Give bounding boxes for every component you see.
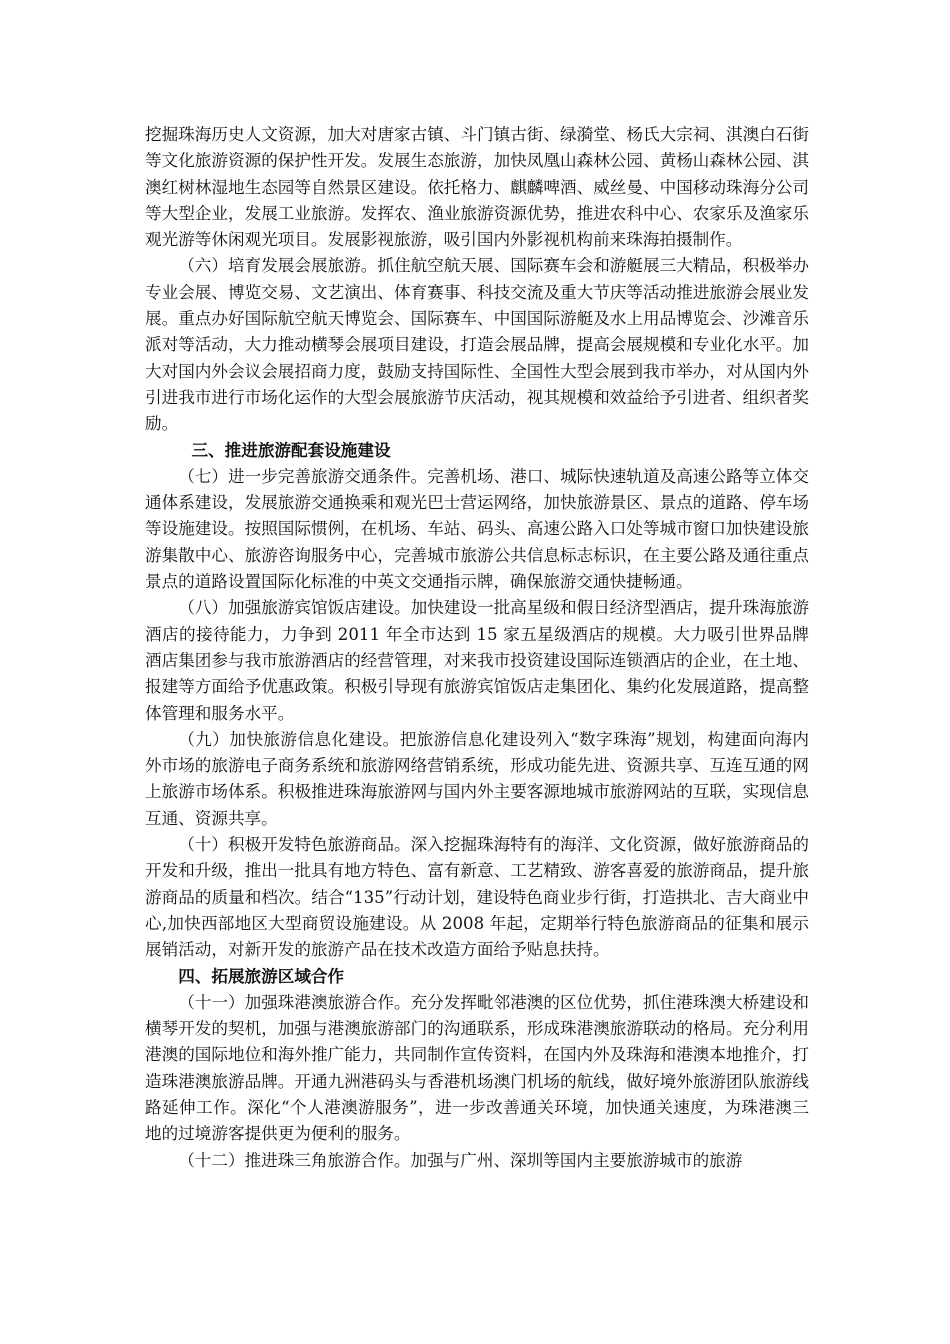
paragraph-exhibition-tourism: （六）培育发展会展旅游。抓住航空航天展、国际赛车会和游艇展三大精品，积极举办专业会展、博览交易、文艺演出、体育赛事、科技交流及重大节庆等活动推进旅游会展业发展。重点办好国际航空航天博览会、国际赛车、中国国际游艇及水上用品博览会、沙滩音乐派对等活动，大力推动横琴会展项目建设，打造会展品牌，提高会展规模和专业化水平。加大对国内外会议会展招商力度，鼓励支持国际性、全国性大型会展到我市举办，对从国内外引进我市进行市场化运作的大型会展旅游节庆活动，视其规模和效益给予引进者、组织者奖励。 xyxy=(145,256,809,434)
paragraph-heritage-tourism: 挖掘珠海历史人文资源，加大对唐家古镇、斗门镇古街、绿漪堂、杨氏大宗祠、淇澳白石街等文化旅游资源的保护性开发。发展生态旅游，加快凤凰山森林公园、黄杨山森林公园、淇澳红树林湿地生态园等自然景区建设。依托格力、麒麟啤酒、威丝曼、中国移动珠海分公司等大型企业，发展工业旅游。发挥农、渔业旅游资源优势，推进农科中心、农家乐及渔家乐观光游等休闲观光项目。发展影视旅游，吸引国内外影视机构前来珠海拍摄制作。 xyxy=(145,125,809,250)
paragraph-hotels: （八）加强旅游宾馆饭店建设。加快建设一批高星级和假日经济型酒店，提升珠海旅游酒店的接待能力，力争到 2011 年全市达到 15 家五星级酒店的规模。大力吸引世界品牌酒店集团参与我市旅游酒店的经营管理，对来我市投资建设国际连锁酒店的企业，在土地、报建等方面给予优惠政策。积极引导现有旅游宾馆饭店走集团化、集约化发展道路，提高整体管理和服务水平。 xyxy=(145,598,809,723)
paragraph-transport: （七）进一步完善旅游交通条件。完善机场、港口、城际快速轨道及高速公路等立体交通体系建设，发展旅游交通换乘和观光巴士营运网络，加快旅游景区、景点的道路、停车场等设施建设。按照国际惯例，在机场、车站、码头、高速公路入口处等城市窗口加快建设旅游集散中心、旅游咨询服务中心，完善城市旅游公共信息标志标识，在主要公路及通往重点景点的道路设置国际化标准的中英文交通指示牌，确保旅游交通快捷畅通。 xyxy=(145,466,809,592)
paragraph-informatization: （九）加快旅游信息化建设。把旅游信息化建设列入“数字珠海”规划，构建面向海内外市场的旅游电子商务系统和旅游网络营销系统，形成功能先进、资源共享、互连互通的网上旅游市场体系。积极推进珠海旅游网与国内外主要客源地城市旅游网站的互联，实现信息互通、资源共享。 xyxy=(145,729,809,828)
section-heading-3: 三、推进旅游配套设施建设 xyxy=(191,440,391,460)
section-heading-4: 四、拓展旅游区域合作 xyxy=(178,966,345,986)
paragraph-hk-macau-cooperation: （十一）加强珠港澳旅游合作。充分发挥毗邻港澳的区位优势，抓住港珠澳大桥建设和横琴开发的契机，加强与港澳旅游部门的沟通联系，形成珠港澳旅游联动的格局。充分利用港澳的国际地位和海外推广能力，共同制作宣传资料，在国内外及珠海和港澳本地推介，打造珠港澳旅游品牌。开通九洲港码头与香港机场澳门机场的航线，做好境外旅游团队旅游线路延伸工作。深化“个人港澳游服务”，进一步改善通关环境，加快通关速度，为珠港澳三地的过境游客提供更为便利的服务。 xyxy=(145,992,809,1144)
paragraph-prd-cooperation: （十二）推进珠三角旅游合作。加强与广州、深圳等国内主要旅游城市的旅游 xyxy=(178,1150,743,1170)
document-body xyxy=(145,122,809,1174)
paragraph-souvenirs: （十）积极开发特色旅游商品。深入挖掘珠海特有的海洋、文化资源，做好旅游商品的开发和升级，推出一批具有地方特色、富有新意、工艺精致、游客喜爱的旅游商品，提升旅游商品的质量和档次。结合“135”行动计划，建设特色商业步行街，打造拱北、吉大商业中心,加快西部地区大型商贸设施建设。从 2008 年起，定期举行特色旅游商品的征集和展示展销活动，对新开发的旅游产品在技术改造方面给予贴息扶持。 xyxy=(145,835,809,960)
